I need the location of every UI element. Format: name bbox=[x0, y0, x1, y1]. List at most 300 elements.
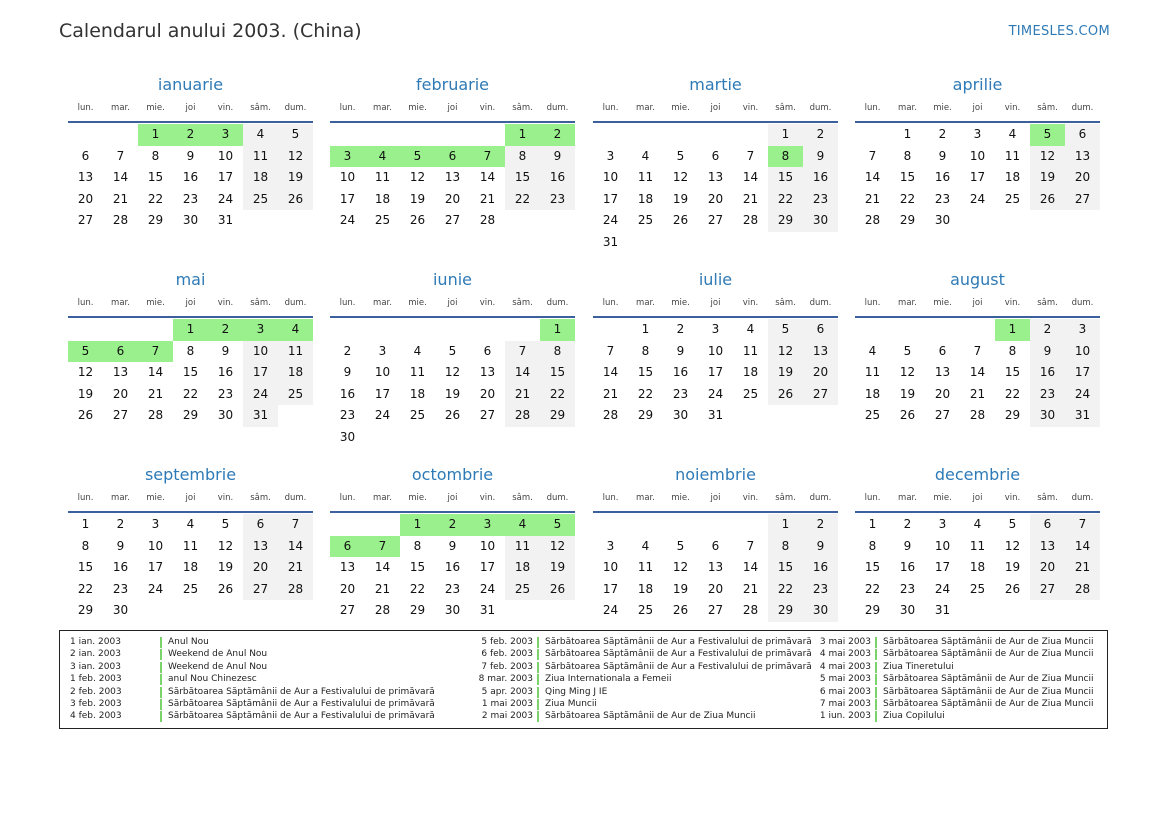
day-cell: 17 bbox=[602, 191, 619, 206]
day-cell: 28 bbox=[742, 213, 759, 228]
holiday-marker bbox=[160, 674, 162, 685]
weekday-label: mar. bbox=[111, 298, 130, 308]
day-cell: 20 bbox=[444, 191, 461, 206]
holiday-date: 8 mar. 2003 bbox=[478, 674, 533, 685]
holiday-date: 4 mai 2003 bbox=[819, 661, 871, 672]
day-cell: 12 bbox=[899, 365, 916, 380]
day-cell: 13 bbox=[707, 560, 724, 575]
day-cell: 24 bbox=[707, 386, 724, 401]
day-cell: 13 bbox=[339, 560, 356, 575]
holiday-row bbox=[816, 673, 1093, 685]
weekday-label: mie. bbox=[933, 298, 952, 308]
day-cell: 17 bbox=[1065, 362, 1100, 384]
holiday-date: 1 mai 2003 bbox=[481, 698, 533, 709]
weekday-label: vin. bbox=[217, 298, 234, 308]
day-cell: 19 bbox=[409, 191, 426, 206]
day-cell: 9 bbox=[803, 146, 838, 168]
day-cell: 10 bbox=[602, 170, 619, 185]
weekday-label: lun. bbox=[77, 298, 94, 308]
day-cell: 27 bbox=[707, 213, 724, 228]
day-cell: 9 bbox=[116, 538, 125, 553]
day-cell: 25 bbox=[1004, 191, 1021, 206]
weekday-label: mie. bbox=[933, 103, 952, 113]
weekday-header bbox=[68, 298, 313, 312]
day-cell: 29 bbox=[637, 408, 654, 423]
day-cell: 31 bbox=[707, 408, 724, 423]
day-cell-holiday: 3 bbox=[208, 124, 243, 146]
day-cell: 16 bbox=[803, 557, 838, 579]
day-cell: 15 bbox=[77, 560, 94, 575]
day-cell: 18 bbox=[374, 191, 391, 206]
day-cell: 18 bbox=[243, 167, 278, 189]
weekday-label: vin. bbox=[1004, 298, 1021, 308]
holiday-marker bbox=[160, 662, 162, 673]
day-cell: 8 bbox=[151, 148, 160, 163]
day-cell: 13 bbox=[1030, 536, 1065, 558]
day-cell: 15 bbox=[864, 560, 881, 575]
day-cell: 11 bbox=[864, 365, 881, 380]
day-cell: 19 bbox=[1004, 560, 1021, 575]
day-cell-holiday: 4 bbox=[365, 146, 400, 168]
month-martie bbox=[593, 74, 838, 249]
weekday-label: mar. bbox=[636, 493, 655, 503]
weekday-header bbox=[330, 298, 575, 312]
day-cell: 15 bbox=[768, 167, 803, 189]
day-cell: 5 bbox=[1008, 517, 1017, 531]
day-cell: 21 bbox=[742, 581, 759, 596]
day-cell: 25 bbox=[742, 386, 759, 401]
day-cell: 31 bbox=[217, 213, 234, 228]
weekday-label: dum. bbox=[1071, 493, 1094, 503]
weekday-label: vin. bbox=[742, 298, 759, 308]
holiday-name: Sărbătoarea Săptămânii de Aur de Ziua Muncii bbox=[883, 698, 1094, 709]
day-cell: 23 bbox=[540, 189, 575, 211]
day-cell: 17 bbox=[602, 581, 619, 596]
day-cell: 20 bbox=[934, 386, 951, 401]
weekday-label: dum. bbox=[809, 298, 832, 308]
day-cell: 4 bbox=[1008, 127, 1017, 141]
day-cell: 19 bbox=[672, 191, 689, 206]
day-cell: 10 bbox=[969, 148, 986, 163]
day-cell: 23 bbox=[899, 581, 916, 596]
day-cell: 9 bbox=[540, 146, 575, 168]
day-cell: 27 bbox=[243, 579, 278, 601]
day-cell: 25 bbox=[243, 189, 278, 211]
day-cell: 10 bbox=[339, 170, 356, 185]
day-cell: 20 bbox=[339, 581, 356, 596]
holiday-date: 5 apr. 2003 bbox=[481, 686, 533, 697]
weekday-label: vin. bbox=[742, 103, 759, 113]
day-cell: 30 bbox=[803, 600, 838, 622]
weekday-label: vin. bbox=[1004, 493, 1021, 503]
day-cell: 30 bbox=[672, 408, 689, 423]
day-cell: 21 bbox=[374, 581, 391, 596]
day-cell: 14 bbox=[742, 560, 759, 575]
weekday-label: sâm. bbox=[1037, 103, 1058, 113]
day-cell: 4 bbox=[186, 517, 195, 531]
page-title: Calendarul anului 2003. (China) bbox=[59, 20, 362, 42]
day-cell: 7 bbox=[278, 514, 313, 536]
day-cell: 27 bbox=[444, 213, 461, 228]
month-name: iunie bbox=[432, 270, 472, 289]
day-cell: 10 bbox=[1065, 341, 1100, 363]
day-cell: 9 bbox=[221, 343, 230, 358]
weekday-label: lun. bbox=[864, 298, 881, 308]
day-cell: 12 bbox=[444, 365, 461, 380]
day-cell: 12 bbox=[1030, 146, 1065, 168]
month-iulie bbox=[593, 269, 838, 423]
day-cell: 29 bbox=[1004, 408, 1021, 423]
day-cell: 3 bbox=[1065, 319, 1100, 341]
weekday-label: mie. bbox=[146, 493, 165, 503]
day-cell: 26 bbox=[409, 213, 426, 228]
holiday-marker bbox=[160, 699, 162, 710]
holiday-marker bbox=[875, 711, 877, 722]
day-cell: 11 bbox=[374, 170, 391, 185]
day-cell: 28 bbox=[147, 408, 164, 423]
day-cell: 18 bbox=[182, 560, 199, 575]
day-cell: 3 bbox=[606, 538, 615, 553]
holiday-marker bbox=[160, 637, 162, 648]
day-cell: 15 bbox=[409, 560, 426, 575]
day-cell: 10 bbox=[217, 148, 234, 163]
day-cell: 16 bbox=[339, 386, 356, 401]
day-cell: 12 bbox=[278, 146, 313, 168]
header-rule bbox=[593, 121, 838, 123]
day-cell: 20 bbox=[803, 362, 838, 384]
day-cell: 7 bbox=[973, 343, 982, 358]
weekday-label: mie. bbox=[408, 103, 427, 113]
day-cell: 7 bbox=[505, 341, 540, 363]
day-cell: 29 bbox=[864, 603, 881, 618]
day-cell-holiday: 3 bbox=[470, 514, 505, 536]
day-cell: 11 bbox=[1004, 148, 1021, 163]
day-cell: 25 bbox=[969, 581, 986, 596]
weekday-label: mar. bbox=[636, 103, 655, 113]
month-name: octombrie bbox=[411, 465, 494, 484]
day-cell: 20 bbox=[112, 386, 129, 401]
day-cell: 14 bbox=[505, 362, 540, 384]
weekday-label: sâm. bbox=[512, 103, 533, 113]
day-cell: 30 bbox=[899, 603, 916, 618]
day-cell: 13 bbox=[77, 170, 94, 185]
holiday-marker bbox=[160, 649, 162, 660]
weekday-label: dum. bbox=[546, 103, 569, 113]
weekday-label: joi bbox=[447, 493, 458, 503]
weekday-label: vin. bbox=[742, 493, 759, 503]
day-cell: 8 bbox=[186, 343, 195, 358]
month-ianuarie bbox=[68, 74, 313, 228]
day-cell: 30 bbox=[112, 603, 129, 618]
day-cell: 10 bbox=[707, 343, 724, 358]
weekday-label: sâm. bbox=[775, 298, 796, 308]
header-rule bbox=[855, 316, 1100, 318]
day-cell-holiday: 7 bbox=[138, 341, 173, 363]
day-cell: 31 bbox=[602, 235, 619, 249]
weekday-label: dum. bbox=[284, 298, 307, 308]
weekday-label: mie. bbox=[933, 493, 952, 503]
day-cell: 24 bbox=[217, 191, 234, 206]
day-cell: 21 bbox=[278, 557, 313, 579]
day-cell: 8 bbox=[1008, 343, 1017, 358]
weekday-label: lun. bbox=[602, 103, 619, 113]
holiday-date: 1 ian. 2003 bbox=[70, 637, 121, 647]
day-cell: 16 bbox=[803, 167, 838, 189]
holiday-name: Ziua Copilului bbox=[883, 711, 945, 722]
day-cell: 13 bbox=[707, 170, 724, 185]
day-cell: 19 bbox=[899, 386, 916, 401]
day-cell-holiday: 5 bbox=[68, 341, 103, 363]
holiday-name: Sărbătoarea Săptămânii de Aur a Festivalului de primăvară bbox=[545, 649, 812, 660]
holiday-row bbox=[816, 710, 1093, 722]
day-cell-holiday: 6 bbox=[435, 146, 470, 168]
weekday-label: dum. bbox=[809, 103, 832, 113]
day-cell: 22 bbox=[864, 581, 881, 596]
weekday-header bbox=[593, 103, 838, 117]
day-cell: 11 bbox=[409, 365, 426, 380]
day-cell-holiday: 6 bbox=[330, 536, 365, 558]
header-rule bbox=[330, 316, 575, 318]
day-cell: 26 bbox=[1030, 189, 1065, 211]
day-cell: 11 bbox=[243, 146, 278, 168]
day-cell: 4 bbox=[413, 343, 422, 358]
day-cell: 1 bbox=[868, 517, 877, 531]
day-cell: 17 bbox=[243, 362, 278, 384]
day-cell: 19 bbox=[540, 557, 575, 579]
holiday-column bbox=[816, 636, 1093, 723]
day-cell: 29 bbox=[899, 213, 916, 228]
day-cell: 3 bbox=[938, 517, 947, 531]
day-cell-holiday: 1 bbox=[540, 319, 575, 341]
weekday-label: joi bbox=[972, 103, 983, 113]
day-cell: 31 bbox=[1065, 405, 1100, 427]
day-cell: 11 bbox=[637, 560, 654, 575]
holiday-name: Sărbătoarea Săptămânii de Aur a Festivalului de primăvară bbox=[168, 698, 435, 709]
day-cell: 28 bbox=[278, 579, 313, 601]
day-cell: 16 bbox=[934, 170, 951, 185]
day-cell: 15 bbox=[637, 365, 654, 380]
day-cell: 8 bbox=[868, 538, 877, 553]
day-cell: 20 bbox=[707, 581, 724, 596]
day-cell: 15 bbox=[768, 557, 803, 579]
day-cell: 1 bbox=[768, 514, 803, 536]
header-rule bbox=[330, 121, 575, 123]
day-cell: 15 bbox=[182, 365, 199, 380]
day-cell: 28 bbox=[479, 213, 496, 228]
day-cell: 11 bbox=[637, 170, 654, 185]
day-cell: 5 bbox=[903, 343, 912, 358]
holiday-name: Qing Ming J IE bbox=[545, 686, 608, 697]
day-cell: 22 bbox=[1004, 386, 1021, 401]
month-name: februarie bbox=[415, 75, 490, 94]
day-cell: 15 bbox=[1004, 365, 1021, 380]
day-cell: 4 bbox=[243, 124, 278, 146]
day-cell: 10 bbox=[479, 538, 496, 553]
month-februarie bbox=[330, 74, 575, 228]
header-rule bbox=[330, 511, 575, 513]
holiday-row bbox=[70, 698, 435, 710]
holiday-name: Sărbătoarea Săptămânii de Aur de Ziua Muncii bbox=[883, 637, 1094, 647]
day-cell: 19 bbox=[444, 386, 461, 401]
day-cell: 24 bbox=[969, 191, 986, 206]
day-cell: 9 bbox=[676, 343, 685, 358]
weekday-label: lun. bbox=[339, 493, 356, 503]
holiday-name: Sărbătoarea Săptămânii de Aur de Ziua Muncii bbox=[545, 711, 756, 722]
weekday-label: dum. bbox=[1071, 103, 1094, 113]
day-cell: 3 bbox=[711, 322, 720, 336]
day-cell: 4 bbox=[641, 538, 650, 553]
day-cell: 21 bbox=[742, 191, 759, 206]
holiday-date: 1 iun. 2003 bbox=[819, 711, 871, 722]
weekday-label: joi bbox=[972, 298, 983, 308]
day-cell: 2 bbox=[116, 517, 125, 531]
day-cell: 30 bbox=[1030, 405, 1065, 427]
day-cell: 23 bbox=[444, 581, 461, 596]
day-cell: 1 bbox=[641, 322, 650, 336]
holiday-row bbox=[473, 661, 812, 673]
weekday-label: joi bbox=[185, 298, 196, 308]
brand-link[interactable]: TIMESLES.COM bbox=[1008, 24, 1110, 39]
day-cell: 22 bbox=[637, 386, 654, 401]
day-cell: 19 bbox=[768, 362, 803, 384]
day-cell: 7 bbox=[868, 148, 877, 163]
header-rule bbox=[593, 511, 838, 513]
day-cell: 29 bbox=[768, 210, 803, 232]
holiday-date: 4 mai 2003 bbox=[819, 649, 871, 660]
day-cell: 16 bbox=[899, 560, 916, 575]
holiday-name: Anul Nou bbox=[168, 637, 209, 647]
weekday-label: dum. bbox=[1071, 298, 1094, 308]
day-cell: 26 bbox=[1004, 581, 1021, 596]
day-cell: 3 bbox=[151, 517, 160, 531]
day-cell: 14 bbox=[742, 170, 759, 185]
header-rule bbox=[855, 121, 1100, 123]
day-cell: 18 bbox=[409, 386, 426, 401]
day-cell: 18 bbox=[637, 581, 654, 596]
weekday-label: sâm. bbox=[1037, 493, 1058, 503]
holiday-date: 3 feb. 2003 bbox=[70, 698, 122, 709]
holiday-date: 2 mai 2003 bbox=[481, 711, 533, 722]
day-cell: 24 bbox=[602, 603, 619, 618]
day-cell-holiday: 6 bbox=[103, 341, 138, 363]
holiday-row bbox=[70, 661, 435, 673]
day-cell: 20 bbox=[479, 386, 496, 401]
weekday-label: mar. bbox=[898, 298, 917, 308]
day-cell-holiday: 5 bbox=[540, 514, 575, 536]
day-cell: 28 bbox=[374, 603, 391, 618]
day-cell: 11 bbox=[505, 536, 540, 558]
day-cell: 25 bbox=[637, 213, 654, 228]
day-cell: 14 bbox=[112, 170, 129, 185]
day-cell: 2 bbox=[938, 127, 947, 141]
day-cell: 30 bbox=[182, 213, 199, 228]
day-cell: 26 bbox=[217, 581, 234, 596]
day-cell-holiday: 1 bbox=[995, 319, 1030, 341]
day-cell: 18 bbox=[637, 191, 654, 206]
day-cell: 14 bbox=[147, 365, 164, 380]
weekday-header bbox=[593, 493, 838, 507]
day-cell: 18 bbox=[969, 560, 986, 575]
day-cell: 7 bbox=[116, 148, 125, 163]
day-cell: 6 bbox=[803, 319, 838, 341]
day-cell: 27 bbox=[479, 408, 496, 423]
day-cell: 12 bbox=[540, 536, 575, 558]
day-cell: 6 bbox=[711, 538, 720, 553]
day-cell: 27 bbox=[934, 408, 951, 423]
day-cell: 2 bbox=[903, 517, 912, 531]
weekday-header bbox=[855, 103, 1100, 117]
weekday-label: mie. bbox=[408, 493, 427, 503]
holiday-marker bbox=[875, 662, 877, 673]
day-cell: 22 bbox=[768, 189, 803, 211]
weekday-label: dum. bbox=[284, 493, 307, 503]
weekday-label: joi bbox=[447, 298, 458, 308]
day-cell: 21 bbox=[864, 191, 881, 206]
day-cell: 15 bbox=[147, 170, 164, 185]
day-cell: 9 bbox=[448, 538, 457, 553]
day-cell: 16 bbox=[540, 167, 575, 189]
weekday-label: mar. bbox=[898, 103, 917, 113]
day-cell-holiday: 3 bbox=[243, 319, 278, 341]
day-cell: 20 bbox=[707, 191, 724, 206]
day-cell: 28 bbox=[505, 405, 540, 427]
day-cell: 2 bbox=[1030, 319, 1065, 341]
day-cell: 29 bbox=[768, 600, 803, 622]
holiday-row bbox=[816, 661, 1093, 673]
day-cell: 23 bbox=[803, 189, 838, 211]
holiday-date: 3 ian. 2003 bbox=[70, 661, 121, 672]
holiday-marker bbox=[875, 699, 877, 710]
weekday-label: dum. bbox=[809, 493, 832, 503]
day-cell: 6 bbox=[1030, 514, 1065, 536]
holiday-name: Ziua Internationala a Femeii bbox=[545, 674, 672, 685]
weekday-label: sâm. bbox=[775, 493, 796, 503]
weekday-label: mie. bbox=[408, 298, 427, 308]
holiday-name: Sărbătoarea Săptămânii de Aur a Festivalului de primăvară bbox=[168, 711, 435, 722]
day-cell: 31 bbox=[479, 603, 496, 618]
day-cell: 6 bbox=[243, 514, 278, 536]
day-cell: 28 bbox=[112, 213, 129, 228]
holiday-date: 7 mai 2003 bbox=[819, 698, 871, 709]
day-cell: 9 bbox=[938, 148, 947, 163]
weekday-label: sâm. bbox=[1037, 298, 1058, 308]
day-cell: 8 bbox=[413, 538, 422, 553]
day-cell: 17 bbox=[934, 560, 951, 575]
day-cell: 24 bbox=[602, 213, 619, 228]
day-cell: 8 bbox=[81, 538, 90, 553]
holiday-column bbox=[70, 636, 435, 723]
day-cell: 30 bbox=[339, 430, 356, 444]
day-cell: 19 bbox=[1030, 167, 1065, 189]
day-cell: 28 bbox=[602, 408, 619, 423]
holiday-name: Ziua Muncii bbox=[545, 698, 597, 709]
day-cell: 29 bbox=[77, 603, 94, 618]
day-cell-holiday: 7 bbox=[470, 146, 505, 168]
day-cell-holiday: 1 bbox=[173, 319, 208, 341]
day-cell-holiday: 2 bbox=[540, 124, 575, 146]
day-cell: 26 bbox=[77, 408, 94, 423]
weekday-header bbox=[855, 493, 1100, 507]
holiday-row bbox=[70, 673, 435, 685]
day-cell: 15 bbox=[505, 167, 540, 189]
holiday-row bbox=[816, 698, 1093, 710]
day-cell: 28 bbox=[742, 603, 759, 618]
month-mai bbox=[68, 269, 313, 423]
weekday-label: dum. bbox=[546, 298, 569, 308]
holiday-name: Sărbătoarea Săptămânii de Aur de Ziua Muncii bbox=[883, 674, 1094, 685]
day-cell: 8 bbox=[641, 343, 650, 358]
day-cell: 31 bbox=[934, 603, 951, 618]
